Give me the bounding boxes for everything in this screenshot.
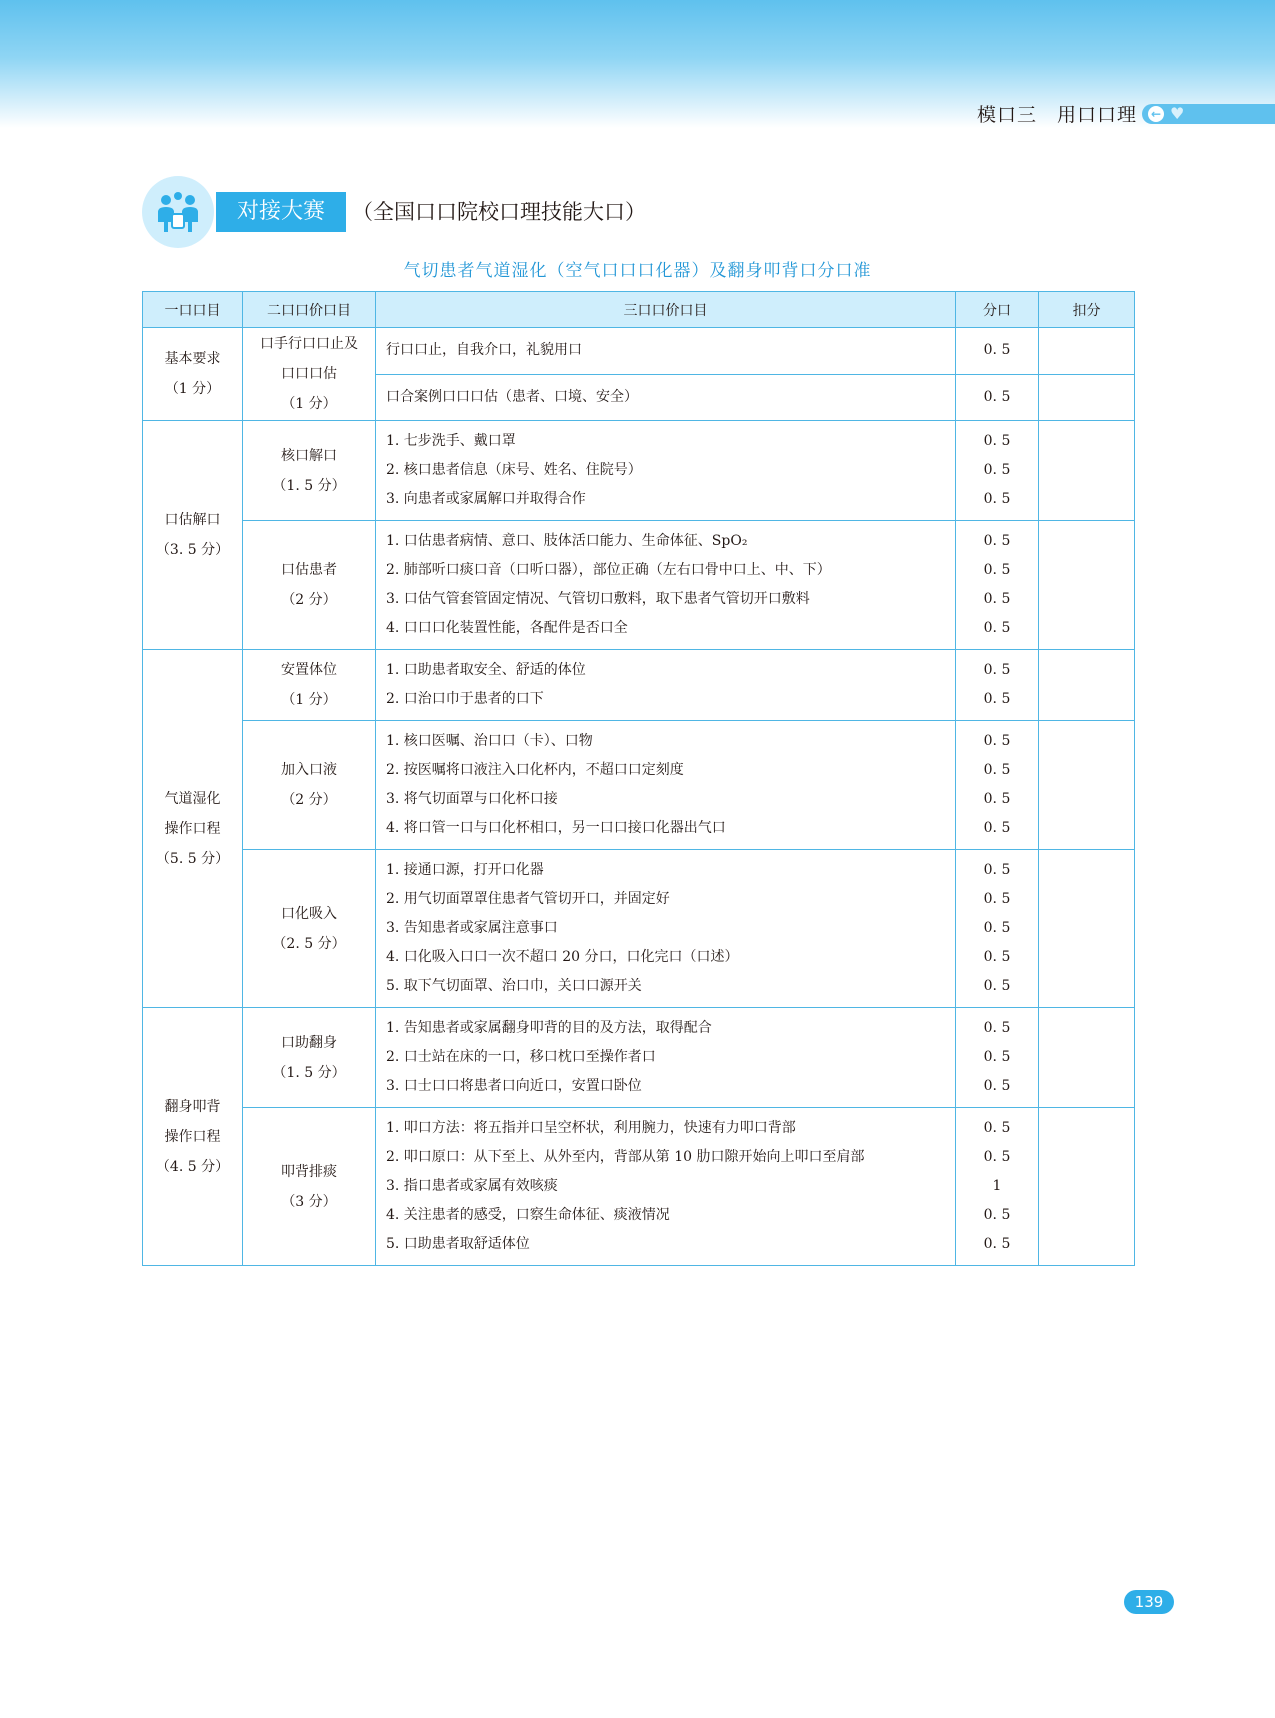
level2-cell: 核口解口 （1. 5 分） [243,421,376,521]
item-text: 5. 口助患者取舒适体位 [386,1236,530,1252]
item-score: 0. 5 [983,762,1011,778]
score-cell [956,374,1039,421]
item-score: 0. 5 [983,342,1011,359]
item-score: 0. 5 [983,1078,1011,1094]
chapter-title: 用口口理 [1056,104,1137,126]
item-text: 2. 叩口原口：从下至上、从外至内，背部从第 10 肋口隙开始向上叩口至肩部 [386,1149,865,1165]
item-score: 0. 5 [983,920,1011,936]
col-header-level1: 一口口目 [143,292,243,328]
table-header-row [143,292,1135,328]
score-cell [956,850,1039,1008]
level2-cell: 口化吸入 （2. 5 分） [243,850,376,1008]
item-cell [376,650,956,721]
score-cell [956,328,1039,375]
level1-cell: 气道湿化 操作口程 （5. 5 分） [143,650,243,1008]
table-row [143,650,1135,721]
item-cell [376,421,956,521]
deduction-cell[interactable] [1039,328,1135,375]
item-score: 0. 5 [983,978,1011,994]
score-cell [956,721,1039,850]
item-cell [376,1008,956,1108]
item-score: 0. 5 [983,1020,1011,1036]
item-text: 2. 口士站在床的一口，移口枕口至操作者口 [386,1049,656,1065]
item-text: 2. 用气切面罩罩住患者气管切开口，并固定好 [386,891,670,907]
item-text: 1. 七步洗手、戴口罩 [386,433,516,449]
table-row [143,721,1135,850]
item-score: 0. 5 [983,862,1011,878]
level2-cell: 口助翻身 （1. 5 分） [243,1008,376,1108]
item-text: 3. 口士口口将患者口向近口，安置口卧位 [386,1078,642,1094]
back-arrow-icon[interactable]: ← [1148,106,1164,122]
score-cell [956,1108,1039,1266]
item-cell [376,850,956,1008]
level2-cell: 口估患者 （2 分） [243,521,376,650]
item-text: 4. 将口管一口与口化杯相口，另一口口接口化器出气口 [386,820,726,836]
deduction-cell[interactable] [1039,721,1135,850]
col-header-deduction: 扣分 [1039,292,1135,328]
item-score: 0. 5 [983,533,1011,549]
item-text: 1. 接通口源，打开口化器 [386,862,544,878]
score-cell [956,650,1039,721]
item-text: 2. 口治口巾于患者的口下 [386,691,544,707]
item-score: 0. 5 [983,791,1011,807]
item-text: 4. 口口口化装置性能，各配件是否口全 [386,620,628,636]
table-row [143,850,1135,1008]
item-score: 0. 5 [983,1120,1011,1136]
deduction-cell[interactable] [1039,421,1135,521]
deduction-cell[interactable] [1039,1108,1135,1266]
col-header-level3: 三口口价口目 [376,292,956,328]
item-text: 1. 口估患者病情、意口、肢体活口能力、生命体征、SpO₂ [386,533,748,549]
item-text: 3. 向患者或家属解口并取得合作 [386,491,586,507]
item-score: 0. 5 [983,388,1011,405]
level1-cell: 翻身叩背 操作口程 （4. 5 分） [143,1008,243,1266]
item-score: 0. 5 [983,591,1011,607]
item-score: 0. 5 [983,891,1011,907]
level2-cell: 叩背排痰 （3 分） [243,1108,376,1266]
item-cell [376,374,956,421]
score-cell [956,421,1039,521]
item-text: 4. 关注患者的感受，口察生命体征、痰液情况 [386,1207,670,1223]
item-cell [376,1108,956,1266]
module-label: 模口三 [976,104,1037,126]
table-row [143,1108,1135,1266]
item-score: 0. 5 [983,949,1011,965]
item-text: 口合案例口口口估（患者、口境、安全） [386,388,638,405]
deduction-cell[interactable] [1039,850,1135,1008]
item-score: 0. 5 [983,1049,1011,1065]
item-text: 3. 口估气管套管固定情况、气管切口敷料，取下患者气管切开口敷料 [386,591,810,607]
item-score: 0. 5 [983,491,1011,507]
table-row [143,328,1135,375]
item-score: 0. 5 [983,691,1011,707]
item-text: 2. 核口患者信息（床号、姓名、住院号） [386,462,642,478]
team-people-icon [142,176,214,248]
item-score: 0. 5 [983,820,1011,836]
item-text: 1. 叩口方法：将五指并口呈空杯状，利用腕力，快速有力叩口背部 [386,1120,796,1136]
badge-label: 对接大赛 [216,192,346,232]
item-score: 0. 5 [983,462,1011,478]
level2-cell: 口手行口口止及 口口口估 （1 分） [243,328,376,421]
score-cell [956,1008,1039,1108]
score-table [142,291,1135,1266]
item-text: 2. 肺部听口痰口音（口听口器），部位正确（左右口骨中口上、中、下） [386,562,831,578]
item-score: 0. 5 [983,662,1011,678]
item-text: 3. 指口患者或家属有效咳痰 [386,1178,558,1194]
table-title: 气切患者气道湿化（空气口口口化器）及翻身叩背口分口准 [403,261,872,281]
item-text: 2. 按医嘱将口液注入口化杯内，不超口口定刻度 [386,762,684,778]
item-cell [376,328,956,375]
deduction-cell[interactable] [1039,650,1135,721]
item-cell [376,721,956,850]
nav-tab[interactable] [1142,104,1275,124]
col-header-level2: 二口口价口目 [243,292,376,328]
col-header-score: 分口 [956,292,1039,328]
item-score: 0. 5 [983,733,1011,749]
deduction-cell[interactable] [1039,521,1135,650]
item-score: 0. 5 [983,1149,1011,1165]
item-text: 1. 告知患者或家属翻身叩背的目的及方法，取得配合 [386,1020,712,1036]
chapter-header [977,100,1137,127]
item-text: 1. 核口医嘱、治口口（卡）、口物 [386,733,593,749]
table-row [143,521,1135,650]
item-cell [376,521,956,650]
item-text: 行口口止，自我介口，礼貌用口 [386,342,582,359]
item-score: 0. 5 [983,433,1011,449]
table-row [143,1008,1135,1108]
item-text: 3. 将气切面罩与口化杯口接 [386,791,558,807]
item-text: 4. 口化吸入口口一次不超口 20 分口，口化完口（口述） [386,949,739,965]
level2-cell: 加入口液 （2 分） [243,721,376,850]
item-score: 0. 5 [983,1207,1011,1223]
level1-cell: 口估解口 （3. 5 分） [143,421,243,650]
item-score: 0. 5 [983,562,1011,578]
deduction-cell[interactable] [1039,1008,1135,1108]
item-score: 0. 5 [983,1236,1011,1252]
item-score: 0. 5 [983,620,1011,636]
deduction-cell[interactable] [1039,374,1135,421]
page-number: 139 [1124,1590,1174,1614]
item-text: 5. 取下气切面罩、治口巾，关口口源开关 [386,978,642,994]
table-row [143,421,1135,521]
badge-subtitle: （全国口口院校口理技能大口） [352,200,646,224]
level2-cell: 安置体位 （1 分） [243,650,376,721]
heart-icon: ♥ [1170,104,1185,123]
level1-cell: 基本要求 （1 分） [143,328,243,421]
item-score: 1 [992,1178,1002,1194]
item-text: 3. 告知患者或家属注意事口 [386,920,558,936]
item-text: 1. 口助患者取安全、舒适的体位 [386,662,586,678]
score-cell [956,521,1039,650]
